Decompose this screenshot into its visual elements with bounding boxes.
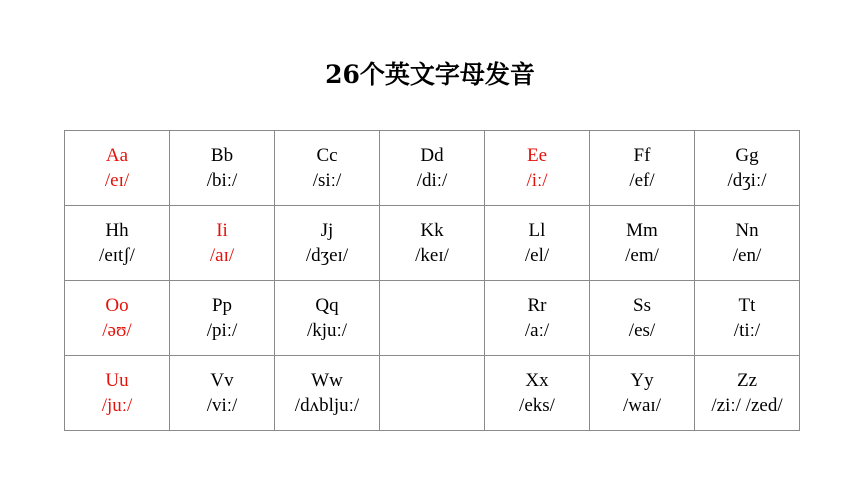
letter-label: Hh: [105, 220, 129, 241]
letter-label: Aa: [105, 145, 129, 166]
letter-cell: [65, 281, 170, 356]
letter-label: Ww: [311, 370, 343, 391]
phonetic-label: /əʊ/: [102, 320, 132, 341]
letter-cell: [170, 131, 275, 206]
letter-label: Rr: [527, 295, 547, 316]
letter-label: Jj: [320, 220, 334, 241]
letter-cell: [695, 131, 800, 206]
letter-label: Kk: [420, 220, 444, 241]
letter-label: Tt: [738, 295, 756, 316]
phonetic-label: /dʌbljuː/: [294, 395, 360, 416]
letter-cell: [170, 281, 275, 356]
letter-label: Gg: [735, 145, 759, 166]
letter-label: Cc: [316, 145, 338, 166]
phonetic-label: /eɪ/: [104, 170, 130, 191]
letter-label: Nn: [735, 220, 759, 241]
phonetic-label: /el/: [524, 245, 550, 266]
empty-cell: [380, 281, 485, 356]
phonetic-label: /piː/: [206, 320, 238, 341]
letter-cell: [485, 281, 590, 356]
table-row: [65, 356, 800, 431]
letter-label: Vv: [210, 370, 234, 391]
phonetic-label: /dʒiː/: [727, 170, 767, 191]
letter-cell: [590, 281, 695, 356]
phonetic-label: /ef/: [629, 170, 655, 191]
letter-cell: [590, 131, 695, 206]
phonetic-label: /en/: [732, 245, 762, 266]
phonetic-label: /waɪ/: [623, 395, 661, 416]
letter-cell: [275, 356, 380, 431]
letter-cell: [590, 356, 695, 431]
phonetic-label: /eks/: [519, 395, 555, 416]
letter-cell: [380, 131, 485, 206]
letter-label: Oo: [105, 295, 129, 316]
page-title: 26个英文字母发音: [325, 60, 535, 89]
letter-cell: [590, 206, 695, 281]
phonetic-label: /biː/: [206, 170, 238, 191]
phonetic-label: /aɪ/: [209, 245, 235, 266]
letter-cell: [65, 206, 170, 281]
letter-cell: [275, 206, 380, 281]
phonetic-label: /juː/: [101, 395, 133, 416]
letter-cell: [65, 356, 170, 431]
letter-label: Ee: [526, 145, 548, 166]
phonetic-label: /keɪ/: [415, 245, 449, 266]
phonetic-label: /kjuː/: [306, 320, 348, 341]
table-row: [65, 281, 800, 356]
letter-cell: [695, 206, 800, 281]
letter-cell: [170, 356, 275, 431]
phonetic-label: /tiː/: [733, 320, 761, 341]
letter-cell: [485, 356, 590, 431]
letter-label: Ff: [633, 145, 651, 166]
letter-cell: [695, 356, 800, 431]
phonetic-label: /iː/: [526, 170, 548, 191]
alphabet-table: [64, 130, 800, 431]
letter-label: Zz: [736, 370, 758, 391]
letter-cell: [275, 281, 380, 356]
phonetic-label: /eɪtʃ/: [99, 245, 135, 266]
phonetic-label: /aː/: [524, 320, 550, 341]
letter-label: Yy: [630, 370, 654, 391]
letter-label: Dd: [420, 145, 444, 166]
phonetic-label: /viː/: [206, 395, 238, 416]
letter-label: Uu: [105, 370, 129, 391]
letter-cell: [275, 131, 380, 206]
letter-cell: [485, 206, 590, 281]
letter-label: Mm: [626, 220, 658, 241]
phonetic-label: /ziː/ /zed/: [711, 395, 783, 416]
phonetic-label: /dʒeɪ/: [305, 245, 349, 266]
letter-label: Qq: [315, 295, 339, 316]
letter-cell: [485, 131, 590, 206]
phonetic-label: /em/: [625, 245, 659, 266]
letter-label: Bb: [210, 145, 234, 166]
letter-cell: [380, 206, 485, 281]
letter-label: Pp: [211, 295, 233, 316]
letter-label: Ss: [633, 295, 651, 316]
empty-cell: [380, 356, 485, 431]
letter-cell: [65, 131, 170, 206]
letter-cell: [170, 206, 275, 281]
table-row: [65, 206, 800, 281]
letter-label: Xx: [525, 370, 549, 391]
letter-label: Ll: [528, 220, 546, 241]
letter-cell: [695, 281, 800, 356]
phonetic-label: /siː/: [312, 170, 342, 191]
alphabet-table-body: [65, 131, 800, 431]
phonetic-label: /es/: [628, 320, 656, 341]
phonetic-label: /diː/: [416, 170, 448, 191]
table-row: [65, 131, 800, 206]
letter-label: Ii: [216, 220, 228, 241]
